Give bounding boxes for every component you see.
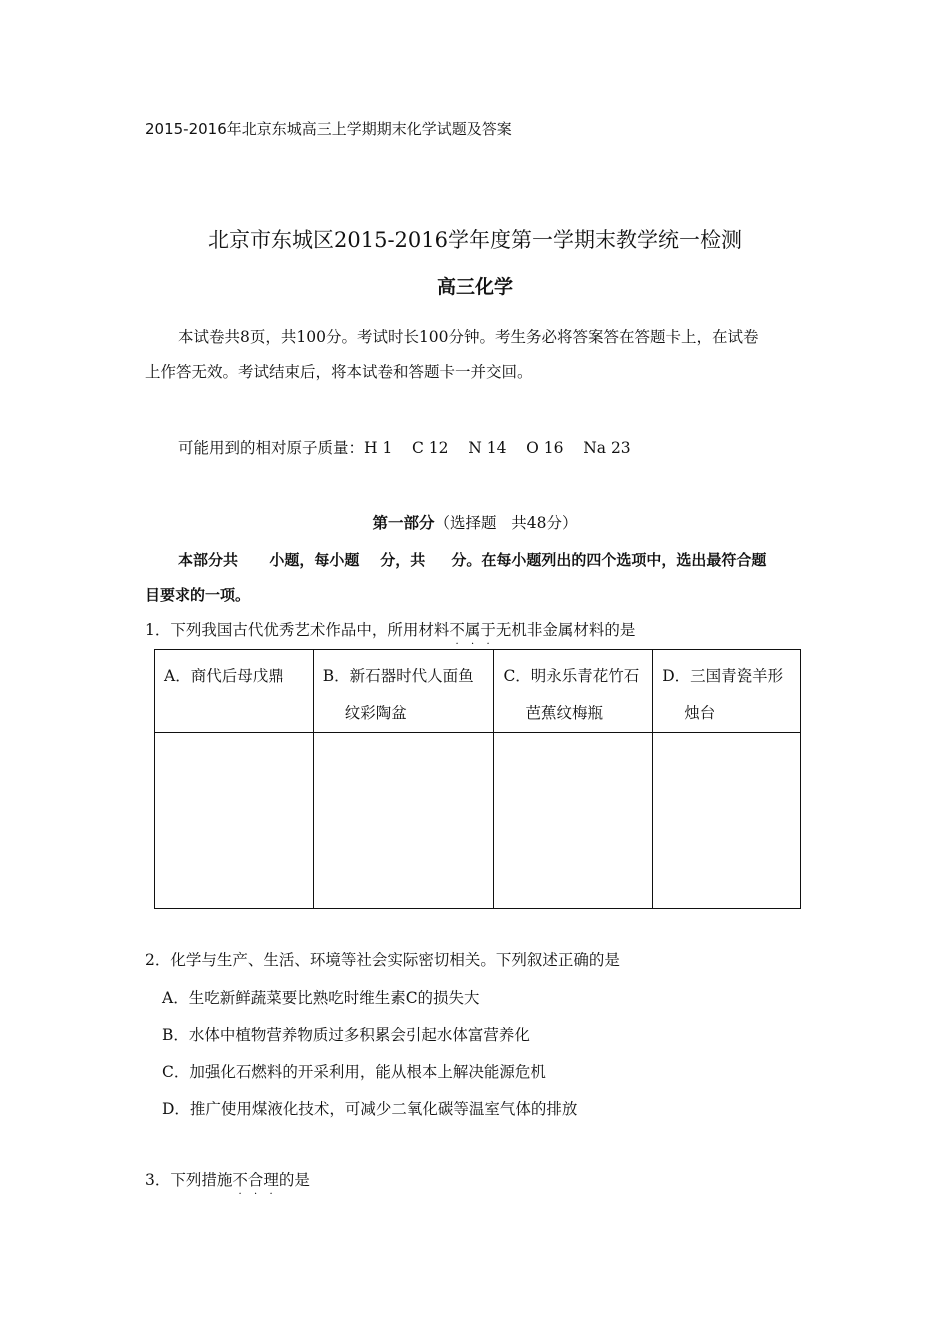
question-3-stem [145,1168,310,1200]
part-one-instruction-line-1: 本部分共 小题，每小题 分，共 分。在每小题列出的四个选项中，选出最符合题 [178,551,767,569]
question-1-options-table [154,649,801,909]
question-3-suffix: 的是 [278,1171,310,1189]
option-c-label: C．明永乐青花竹石 [503,667,640,685]
option-a-cell [155,650,314,733]
part-one-instruction-line-2: 目要求的一项。 [145,586,251,604]
option-b-image-cell [313,733,494,909]
option-d-label-cont: 烛台 [684,704,716,722]
option-d-image-cell [653,733,801,909]
question-1-suffix: 无机非金属材料的是 [495,621,636,639]
option-b-cell [313,650,494,733]
question-3-emphasis-text: 不合理 [232,1171,279,1189]
part-one-title: 第一部分 [372,514,435,532]
option-b-label-cont: 纹彩陶盆 [344,704,407,722]
option-d-label: D．三国青瓷羊形 [662,667,784,685]
part-one-heading [0,511,950,533]
option-d-cell [653,650,801,733]
question-2-option-d: D．推广使用煤液化技术，可减少二氧化碳等温室气体的排放 [162,1100,578,1118]
question-2-option-b: B．水体中植物营养物质过多积累会引起水体富营养化 [162,1026,530,1044]
part-one-subtitle: （选择题 共48分） [434,514,578,532]
option-b-label: B．新石器时代人面鱼 [322,667,474,685]
option-c-cell [494,650,653,733]
atomic-masses-text: 可能用到的相对原子质量：H 1 C 12 N 14 O 16 Na 23 [178,439,631,457]
intro-line-1: 本试卷共8页，共100分。考试时长100分钟。考生务必将答案答在答题卡上，在试卷 [178,328,759,346]
exam-subject: 高三化学 [436,276,513,298]
intro-line-2: 上作答无效。考试结束后，将本试卷和答题卡一并交回。 [145,363,533,381]
option-a-image-cell [155,733,314,909]
option-c-label-cont: 芭蕉纹梅瓶 [525,704,603,722]
option-c-image-cell [494,733,653,909]
atomic-masses [178,436,631,458]
option-a-label: A．商代后母戊鼎 [164,667,284,685]
document-header: 2015-2016年北京东城高三上学期期末化学试题及答案 [145,120,512,138]
question-3-emphasis [232,1168,279,1200]
question-3-prefix: 3．下列措施 [145,1171,233,1189]
question-2-stem: 2．化学与生产、生活、环境等社会实际密切相关。下列叙述正确的是 [145,951,620,969]
options-image-row [155,733,801,909]
question-1-prefix: 1．下列我国古代优秀艺术作品中，所用材料 [145,621,450,639]
question-2-option-a: A．生吃新鲜蔬菜要比熟吃时维生素C的损失大 [162,989,480,1007]
emphasis-dots: · · · [455,639,490,650]
question-1-stem [145,618,636,650]
exam-title: 北京市东城区2015-2016学年度第一学期末教学统一检测 [208,228,742,252]
options-header-row [155,650,801,733]
emphasis-dots: · · · [238,1189,273,1200]
question-1-emphasis [449,618,496,650]
question-1-emphasis-text: 不属于 [449,621,496,639]
question-2-option-c: C．加强化石燃料的开采利用，能从根本上解决能源危机 [162,1063,546,1081]
